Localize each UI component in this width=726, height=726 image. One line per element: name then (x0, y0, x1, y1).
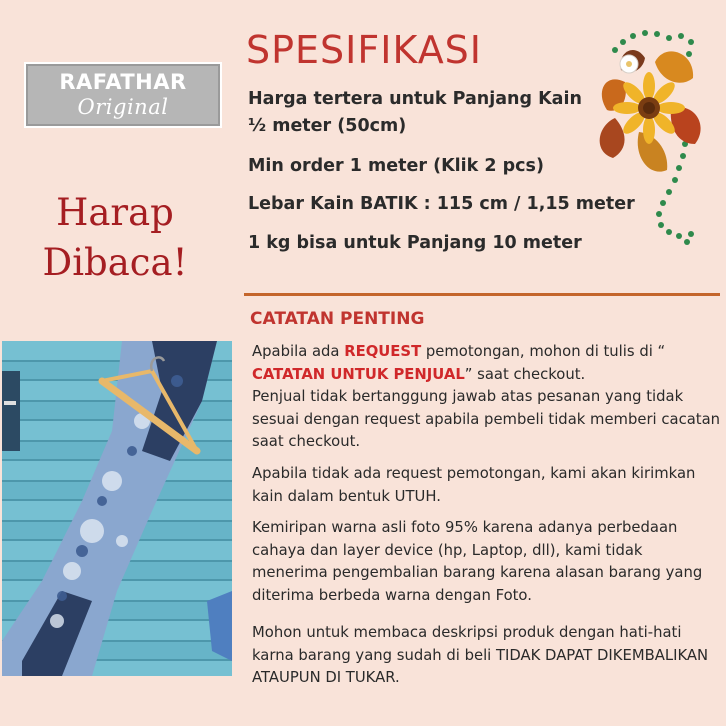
brand-name: RAFATHAR (59, 70, 187, 94)
note-request-text-a: Apabila ada (252, 343, 345, 360)
note-whole-fabric: Apabila tidak ada request pemotongan, kami akan kirimkan kain dalam bentuk UTUH. (252, 465, 696, 505)
note-catatan-keyword: CATATAN UNTUK PENJUAL (252, 365, 465, 383)
flower-decoration (585, 22, 715, 254)
section-divider (244, 293, 720, 296)
brand-subtitle: Original (77, 95, 169, 119)
note-request-keyword: REQUEST (344, 343, 422, 360)
note-responsibility: Penjual tidak bertanggung jawab atas pesanan yang tidak sesuai dengan request apabila pembeli tidak memberi cacatan saat checkout. (252, 388, 721, 450)
note-request-text-b: pemotongan, mohon di tulis di “ (421, 343, 666, 360)
read-notice-line1: Harap (56, 191, 174, 234)
read-notice (30, 188, 200, 288)
read-notice-line2: Dibaca! (42, 241, 188, 284)
note-request-text-c: ” saat checkout. (464, 365, 586, 383)
spec-price-length: ½ meter (50cm) (248, 116, 407, 136)
brand-badge (24, 62, 222, 128)
spec-min-order: Min order 1 meter (Klik 2 pcs) (248, 156, 544, 176)
product-photo (2, 341, 232, 676)
note-color-accuracy: Kemiripan warna asli foto 95% karena adanya perbedaan cahaya dan layer device (hp, Laptop, dll), kami tidak menerima pengembalian barang karena alasan barang yang diterima berbeda warna dengan Foto. (252, 519, 703, 604)
notes-title: CATATAN PENTING (250, 309, 425, 329)
note-no-return: Mohon untuk membaca deskripsi produk dengan hati-hati karna barang yang sudah di beli TIDAK DAPAT DIKEMBALIKAN ATAUPUN DI TUKAR. (252, 624, 709, 686)
spec-weight: 1 kg bisa untuk Panjang 10 meter (248, 233, 582, 253)
spec-title: SPESIFIKASI (246, 28, 483, 72)
note-request (252, 341, 722, 454)
spec-fabric-width: Lebar Kain BATIK : 115 cm / 1,15 meter (248, 194, 635, 214)
spec-price-line: Harga tertera untuk Panjang Kain (248, 89, 582, 109)
